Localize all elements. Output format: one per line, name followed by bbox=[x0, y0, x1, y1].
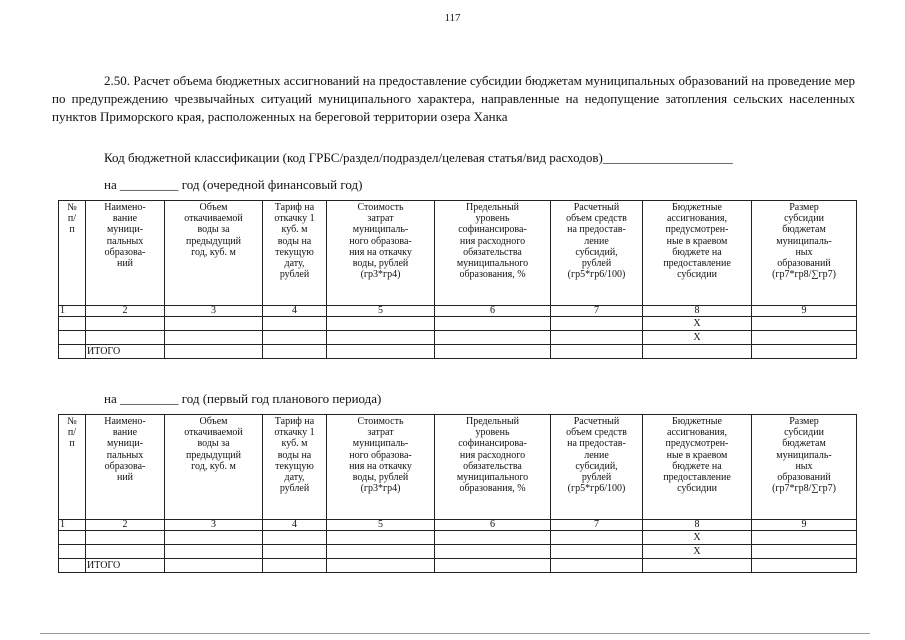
table-cell bbox=[551, 545, 643, 559]
table-cell bbox=[643, 559, 752, 573]
table-cell bbox=[435, 559, 551, 573]
table-cell: Х bbox=[643, 317, 752, 331]
column-number: 6 bbox=[435, 306, 551, 317]
header-row bbox=[59, 415, 857, 520]
table-cell bbox=[165, 545, 263, 559]
column-number: 7 bbox=[551, 306, 643, 317]
table-cell bbox=[165, 559, 263, 573]
table-cell bbox=[551, 345, 643, 359]
total-row bbox=[59, 345, 857, 359]
table-cell bbox=[435, 345, 551, 359]
header-cell: Бюджетные ассигнования, предусмотрен- ные в краевом бюджете на предоставление субсидии bbox=[643, 201, 752, 306]
section-paragraph: 2.50. Расчет объема бюджетных ассигнований на предоставление субсидии бюджетам муниципальных образований на проведение мер по предупреждению чрезвычайных ситуаций муниципального характера, направленные на недопущение затопления сельских населенных пунктов Приморского края, расположенных на береговой территории озера Ханка bbox=[52, 73, 855, 124]
header-cell: Наимено- вание муници- пальных образова- ний bbox=[86, 201, 165, 306]
budget-classification-line: Код бюджетной классификации (код ГРБС/раздел/подраздел/целевая статья/вид расходов)____________________ bbox=[104, 150, 733, 165]
header-cell: Объем откачиваемой воды за предыдущий год, куб. м bbox=[165, 415, 263, 520]
total-label: ИТОГО bbox=[86, 559, 165, 573]
table-cell bbox=[551, 317, 643, 331]
header-cell: Расчетный объем средств на предостав- ление субсидий, рублей (гр5*гр6/100) bbox=[551, 201, 643, 306]
table-cell bbox=[263, 317, 327, 331]
table-cell: Х bbox=[643, 531, 752, 545]
column-number: 4 bbox=[263, 306, 327, 317]
header-cell: Расчетный объем средств на предостав- ление субсидий, рублей (гр5*гр6/100) bbox=[551, 415, 643, 520]
total-row bbox=[59, 559, 857, 573]
table-cell bbox=[59, 531, 86, 545]
table-cell bbox=[263, 345, 327, 359]
page-number: 117 bbox=[444, 12, 461, 24]
table-cell bbox=[551, 559, 643, 573]
table-row bbox=[59, 317, 857, 331]
column-number: 6 bbox=[435, 520, 551, 531]
header-cell: Тариф на откачку 1 куб. м воды на текущую дату, рублей bbox=[263, 415, 327, 520]
header-cell: Наимено- вание муници- пальных образова- ний bbox=[86, 415, 165, 520]
table-cell: Х bbox=[643, 331, 752, 345]
table-cell bbox=[86, 531, 165, 545]
header-cell: № п/ п bbox=[59, 415, 86, 520]
header-cell: Стоимость затрат муниципаль- ного образова- ния на откачку воды, рублей (гр3*гр4) bbox=[327, 201, 435, 306]
calculation-table-planning-year bbox=[58, 414, 857, 573]
table-cell bbox=[752, 559, 857, 573]
column-number: 1 bbox=[59, 520, 86, 531]
column-number: 7 bbox=[551, 520, 643, 531]
column-number: 8 bbox=[643, 306, 752, 317]
table-cell bbox=[59, 317, 86, 331]
table-cell bbox=[435, 317, 551, 331]
table-cell bbox=[59, 345, 86, 359]
year-line-current: на _________ год (очередной финансовый год) bbox=[104, 177, 363, 192]
column-number: 5 bbox=[327, 306, 435, 317]
column-number-row bbox=[59, 520, 857, 531]
table-cell bbox=[752, 545, 857, 559]
table-cell bbox=[752, 531, 857, 545]
column-number: 1 bbox=[59, 306, 86, 317]
table-cell bbox=[59, 545, 86, 559]
table-cell bbox=[435, 331, 551, 345]
table-row bbox=[59, 331, 857, 345]
table-row bbox=[59, 545, 857, 559]
header-cell: Предельный уровень софинансирова- ния расходного обязательства муниципального образования, % bbox=[435, 415, 551, 520]
header-cell: Бюджетные ассигнования, предусмотрен- ные в краевом бюджете на предоставление субсидии bbox=[643, 415, 752, 520]
table-cell bbox=[327, 331, 435, 345]
table-row bbox=[59, 531, 857, 545]
table-cell bbox=[327, 559, 435, 573]
total-label: ИТОГО bbox=[86, 345, 165, 359]
table-cell bbox=[165, 531, 263, 545]
column-number: 5 bbox=[327, 520, 435, 531]
table-cell bbox=[327, 531, 435, 545]
table-cell bbox=[86, 545, 165, 559]
table-cell bbox=[327, 317, 435, 331]
header-cell: Стоимость затрат муниципаль- ного образова- ния на откачку воды, рублей (гр3*гр4) bbox=[327, 415, 435, 520]
header-cell: Тариф на откачку 1 куб. м воды на текущую дату, рублей bbox=[263, 201, 327, 306]
table-cell bbox=[59, 331, 86, 345]
table-cell bbox=[86, 331, 165, 345]
table-cell bbox=[165, 345, 263, 359]
table-cell bbox=[165, 331, 263, 345]
year-line-planning: на _________ год (первый год планового периода) bbox=[104, 391, 382, 406]
calculation-table-current-year bbox=[58, 200, 857, 359]
header-cell: Объем откачиваемой воды за предыдущий год, куб. м bbox=[165, 201, 263, 306]
table-cell bbox=[86, 317, 165, 331]
table-cell bbox=[752, 331, 857, 345]
header-cell: Предельный уровень софинансирова- ния расходного обязательства муниципального образования, % bbox=[435, 201, 551, 306]
header-cell: Размер субсидии бюджетам муниципаль- ных образований (гр7*гр8/∑гр7) bbox=[752, 415, 857, 520]
page-bottom-rule bbox=[40, 633, 870, 634]
header-row bbox=[59, 201, 857, 306]
table-cell bbox=[551, 331, 643, 345]
table-cell bbox=[263, 531, 327, 545]
table-cell bbox=[59, 559, 86, 573]
table-cell bbox=[165, 317, 263, 331]
table-cell: Х bbox=[643, 545, 752, 559]
column-number-row bbox=[59, 306, 857, 317]
table-cell bbox=[327, 545, 435, 559]
column-number: 2 bbox=[86, 306, 165, 317]
header-cell: № п/ п bbox=[59, 201, 86, 306]
table-cell bbox=[752, 345, 857, 359]
table-cell bbox=[263, 331, 327, 345]
table-cell bbox=[435, 531, 551, 545]
table-cell bbox=[263, 559, 327, 573]
column-number: 9 bbox=[752, 306, 857, 317]
table-cell bbox=[551, 531, 643, 545]
column-number: 3 bbox=[165, 306, 263, 317]
column-number: 4 bbox=[263, 520, 327, 531]
column-number: 3 bbox=[165, 520, 263, 531]
table-cell bbox=[327, 345, 435, 359]
header-cell: Размер субсидии бюджетам муниципаль- ных образований (гр7*гр8/∑гр7) bbox=[752, 201, 857, 306]
table-cell bbox=[435, 545, 551, 559]
column-number: 9 bbox=[752, 520, 857, 531]
table-cell bbox=[643, 345, 752, 359]
table-cell bbox=[263, 545, 327, 559]
table-cell bbox=[752, 317, 857, 331]
column-number: 8 bbox=[643, 520, 752, 531]
column-number: 2 bbox=[86, 520, 165, 531]
